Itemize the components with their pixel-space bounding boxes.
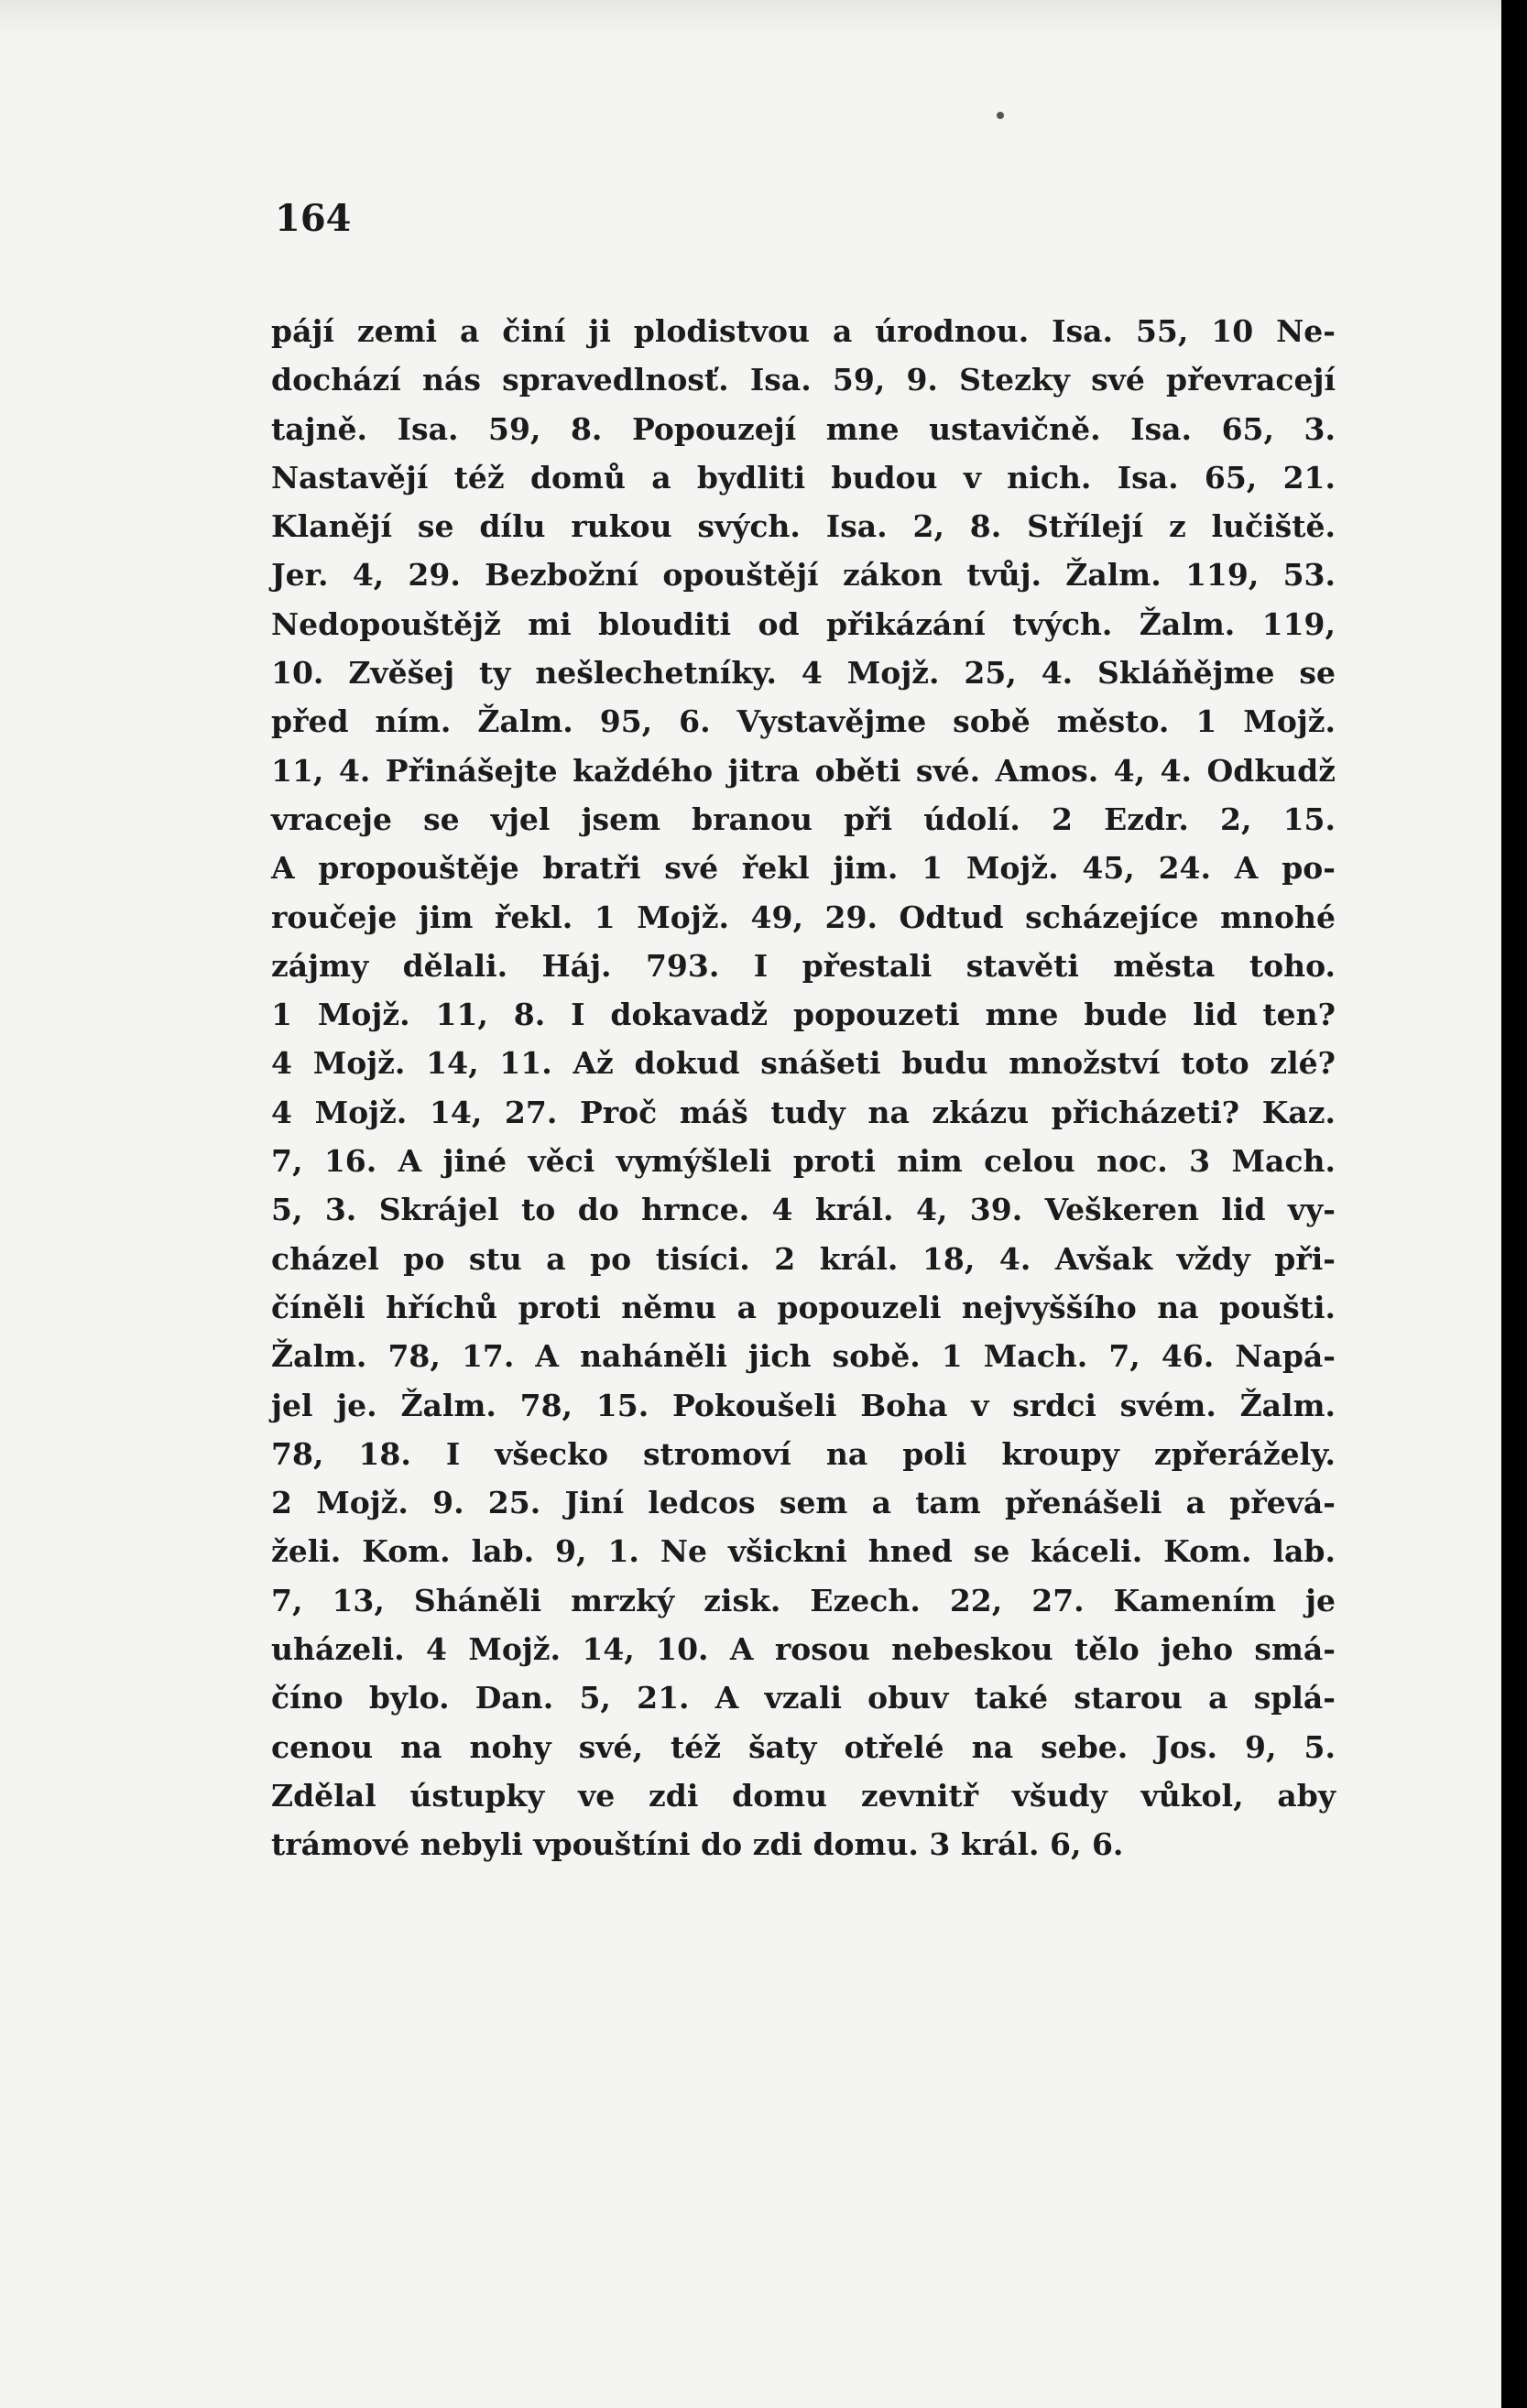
dust-speck <box>997 112 1004 119</box>
text-line: tajně. Isa. 59, 8. Popouzejí mne ustavičně. Isa. 65, 3. <box>271 410 1336 447</box>
text-line: 1 Mojž. 11, 8. I dokavadž popouzeti mne bude lid ten? <box>271 997 1336 1033</box>
text-line: 10. Zvěšej ty nešlechetníky. 4 Mojž. 25, 4. Skláňějme se <box>271 655 1336 692</box>
text-line: vraceje se vjel jsem branou při údolí. 2 Ezdr. 2, 15. <box>271 801 1336 837</box>
text-line: Žalm. 78, 17. A naháněli jich sobě. 1 Mach. 7, 46. Napá- <box>271 1338 1336 1375</box>
text-line: jel je. Žalm. 78, 15. Pokoušeli Boha v srdci svém. Žalm. <box>271 1387 1336 1423</box>
text-line: A propouštěje bratři své řekl jim. 1 Mojž. 45, 24. A po- <box>271 850 1336 887</box>
text-line: uházeli. 4 Mojž. 14, 10. A rosou nebeskou tělo jeho smá- <box>271 1631 1336 1668</box>
text-line: zájmy dělali. Háj. 793. I přestali stavěti města toho. <box>271 947 1336 984</box>
text-line: dochází nás spravedlnosť. Isa. 59, 9. Stezky své převracejí <box>271 362 1336 398</box>
text-line: Klanějí se dílu rukou svých. Isa. 2, 8. Střílejí z lučiště. <box>271 508 1336 545</box>
text-line: číněli hříchů proti němu a popouzeli nejvyššího na poušti. <box>271 1289 1336 1325</box>
text-line: Nedopouštějž mi blouditi od přikázání tvých. Žalm. 119, <box>271 605 1336 642</box>
text-line: roučeje jim řekl. 1 Mojž. 49, 29. Odtud scházejíce mnohé <box>271 899 1336 935</box>
text-line: želi. Kom. lab. 9, 1. Ne všickni hned se káceli. Kom. lab. <box>271 1533 1336 1570</box>
text-line: 2 Mojž. 9. 25. Jiní ledcos sem a tam přenášeli a převá- <box>271 1485 1336 1521</box>
text-line: trámové nebyli vpouštíni do zdi domu. 3 král. 6, 6. <box>271 1826 1124 1863</box>
text-line: 7, 16. A jiné věci vymýšleli proti nim celou noc. 3 Mach. <box>271 1143 1336 1180</box>
text-line: před ním. Žalm. 95, 6. Vystavějme sobě město. 1 Mojž. <box>271 703 1336 740</box>
text-line: Jer. 4, 29. Bezbožní opouštějí zákon tvůj. Žalm. 119, 53. <box>271 557 1336 594</box>
text-line: 78, 18. I všecko stromoví na poli kroupy zpřerážely. <box>271 1435 1336 1472</box>
text-line: cházel po stu a po tisíci. 2 král. 18, 4. Avšak vždy při- <box>271 1240 1336 1277</box>
text-line: 4 Mojž. 14, 11. Až dokud snášeti budu množství toto zlé? <box>271 1045 1336 1082</box>
scan-border-right <box>1501 0 1527 2408</box>
text-line: 4 Mojž. 14, 27. Proč máš tudy na zkázu přicházeti? Kaz. <box>271 1094 1336 1130</box>
text-line: číno bylo. Dan. 5, 21. A vzali obuv také starou a splá- <box>271 1680 1336 1716</box>
text-line: Zdělal ústupky ve zdi domu zevnitř všudy vůkol, aby <box>271 1777 1336 1814</box>
page-number: 164 <box>275 197 352 240</box>
page-top-shading <box>0 0 1527 37</box>
text-line: 11, 4. Přinášejte každého jitra oběti své. Amos. 4, 4. Odkudž <box>271 752 1336 789</box>
text-line: pájí zemi a činí ji plodistvou a úrodnou. Isa. 55, 10 Ne- <box>271 313 1336 349</box>
text-line: 7, 13, Sháněli mrzký zisk. Ezech. 22, 27. Kamením je <box>271 1582 1336 1618</box>
text-line: 5, 3. Skrájel to do hrnce. 4 král. 4, 39. Veškeren lid vy- <box>271 1192 1336 1228</box>
body-text <box>271 307 1336 1869</box>
text-line: Nastavějí též domů a bydliti budou v nich. Isa. 65, 21. <box>271 459 1336 496</box>
text-line: cenou na nohy své, též šaty otřelé na sebe. Jos. 9, 5. <box>271 1728 1336 1765</box>
